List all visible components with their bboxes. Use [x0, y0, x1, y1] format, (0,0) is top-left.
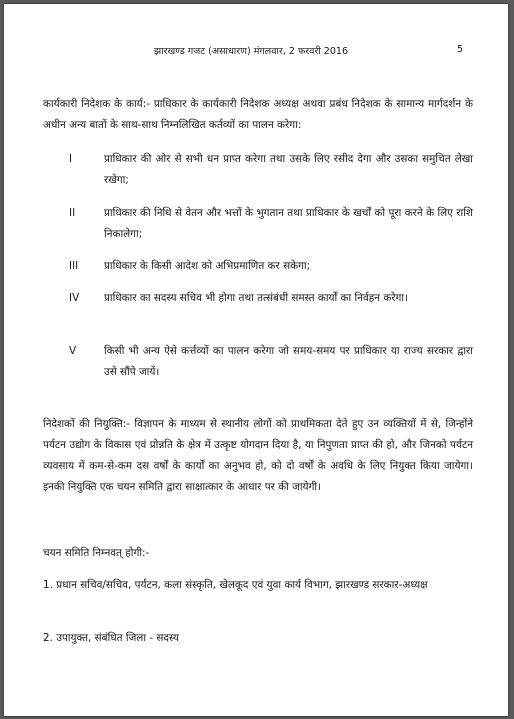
duty-text: प्राधिकार के किसी आदेश को अभिप्रमाणित कर सकेगा; — [104, 260, 311, 272]
duty-item — [43, 149, 473, 191]
page-number: 5 — [457, 44, 464, 55]
duty-number: V — [69, 345, 77, 357]
intro-paragraph: कार्यकारी निदेशक के कार्य:- प्राधिकार के कार्यकारी निदेशक अध्यक्ष अथवा प्रबंध निदेशक के सामान्य मार्गदर्शन के अधीन अन्य बातों के साथ-साथ निम्नलिखित कर्तव्यों का पालन करेगा: — [43, 98, 473, 131]
duty-number: III — [69, 260, 79, 272]
committee-heading: चयन समिति निम्नवत् होगी:- — [43, 547, 150, 559]
document-page — [4, 4, 508, 716]
duty-item — [43, 203, 473, 245]
duty-number: I — [69, 153, 73, 165]
gazette-title: झारखण्ड गजट (असाधारण) मंगलवार, 2 फरवरी 2016 — [154, 46, 348, 57]
duty-text: प्राधिकार की ओर से सभी धन प्राप्त करेगा तथा उसके लिए रसीद देगा और उसका समुचित लेखा रखेगा; — [104, 153, 473, 186]
committee-member: 1. प्रधान सचिव/सचिव, पर्यटन, कला संस्कृति, खेलकूद एवं युवा कार्य विभाग, झारखण्ड सरकार-अध्यक्ष — [43, 579, 428, 591]
duty-text: प्राधिकार का सदस्य सचिव भी होगा तथा तत्संबंधी समस्त कार्यों का निर्वहन करेगा। — [104, 292, 409, 304]
duty-number: IV — [69, 292, 80, 304]
duty-text: किसी भी अन्य ऐसे कर्त्तव्यों का पालन करेगा जो समय-समय पर प्राधिकार या राज्य सरकार द्वारा उसे सौंपे जायें। — [104, 345, 473, 378]
committee-member: 2. उपायुक्त, संबंधित जिला - सदस्य — [43, 632, 179, 644]
duty-item — [43, 341, 473, 383]
duty-item — [43, 256, 473, 277]
duty-text: प्राधिकार की निधि से वेतन और भत्तों के भुगतान तथा प्राधिकार के खर्चों को पूरा करने के लिए राशि निकालेगा; — [104, 207, 473, 240]
duty-item — [43, 288, 473, 309]
duty-number: II — [69, 207, 76, 219]
appointment-paragraph: निदेशकों की नियुक्ति:- विज्ञापन के माध्यम से स्थानीय लोगों को प्राथमिकता देते हुए उन व्यक्तियों में से, जिन्होंने पर्यटन उद्योग के विकास एवं प्रोन्नति के क्षेत्र में उत्कृष्ट योगदान दिया है, या निपुणता प्राप्त की हो, और जिनको पर्यटन व्यवसाय में कम-से-कम दस वर्षों के कार्यों का अनुभव हो, को दो वर्षों के अवधि के लिए नियुक्त किया जायेगा। इनकी नियुक्ति एक चयन समिति द्वारा साक्षात्कार के आधार पर की जायेगी। — [43, 418, 473, 493]
